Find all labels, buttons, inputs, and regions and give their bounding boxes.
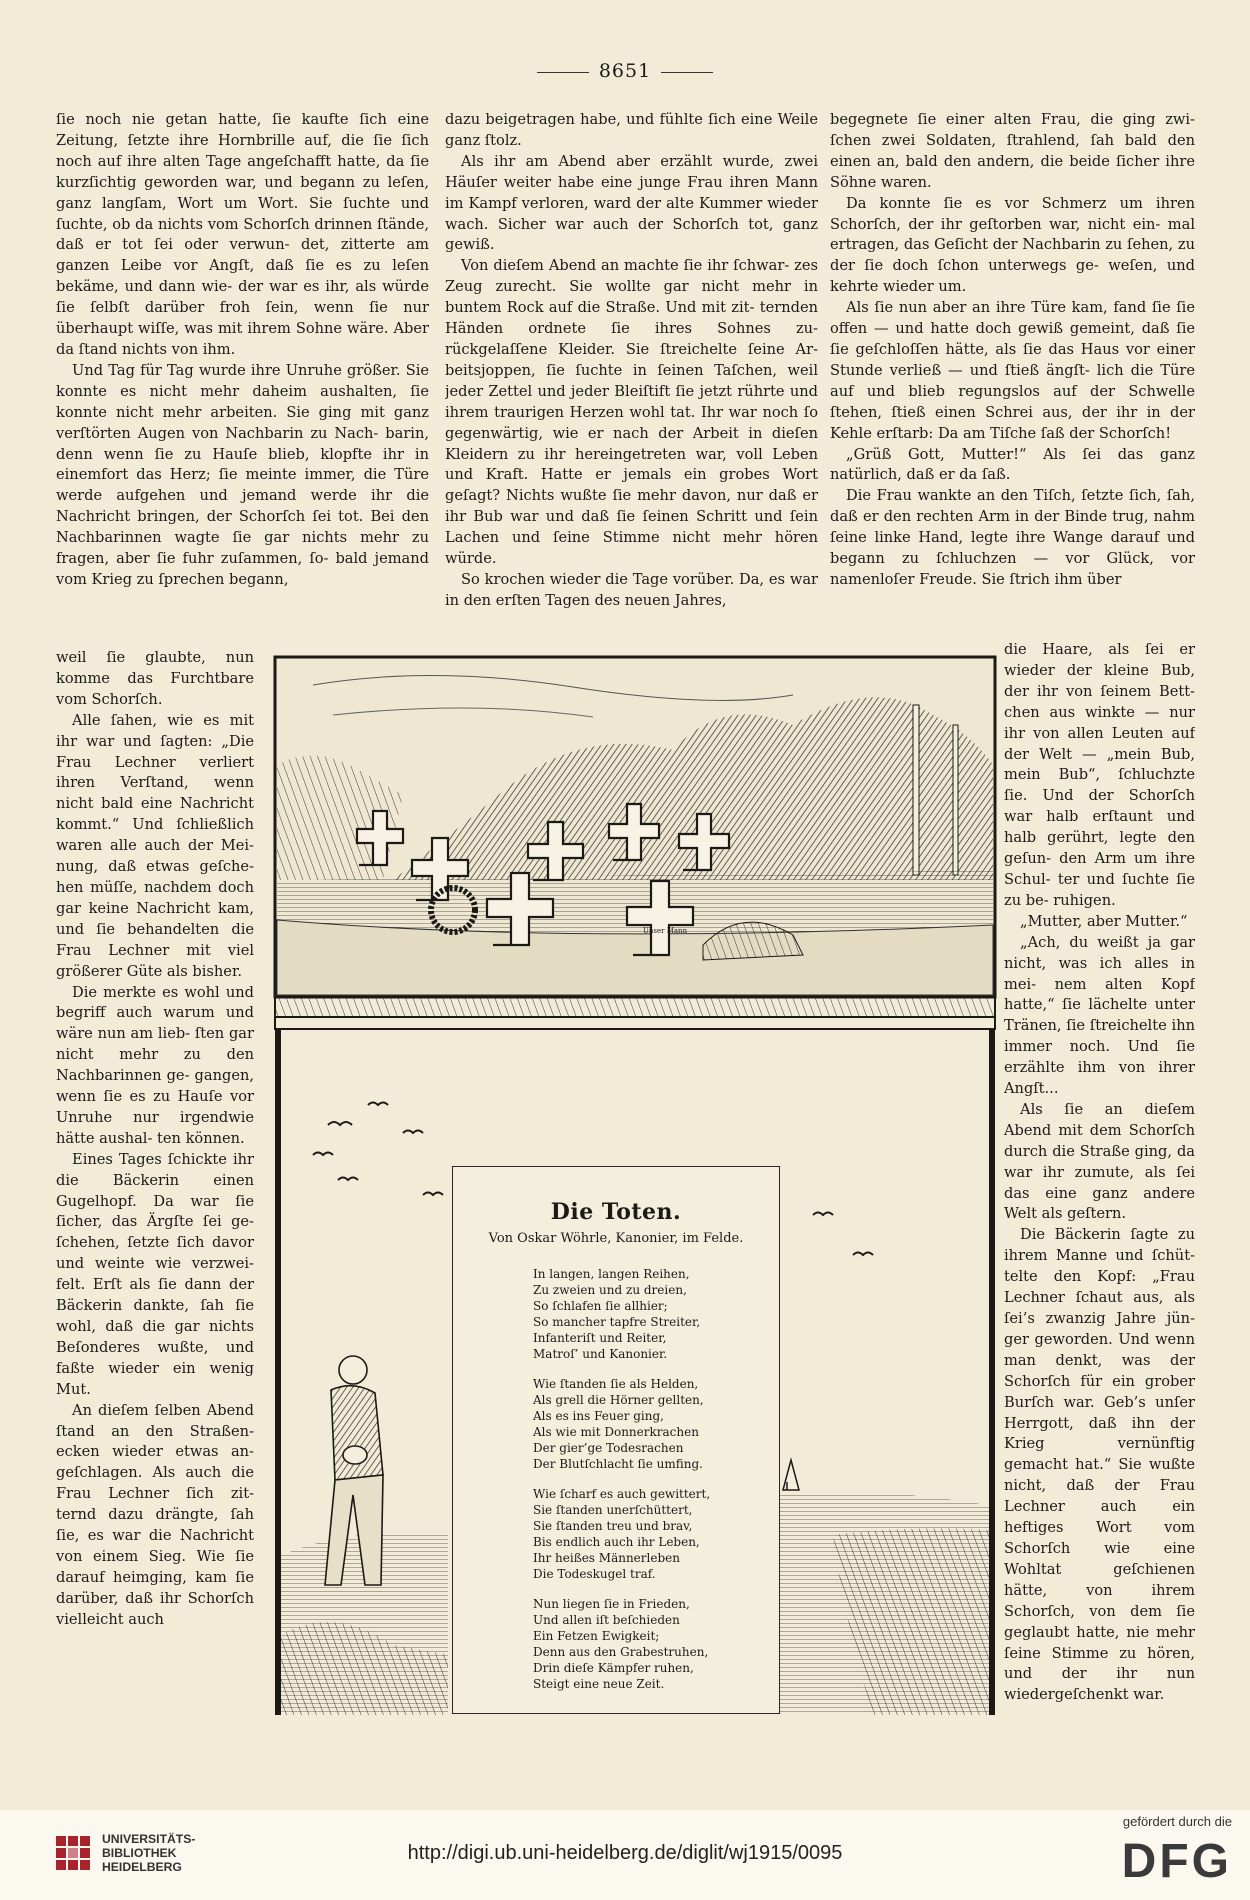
logo-line: HEIDELBERG [102,1860,182,1874]
ornament-right [661,72,713,73]
paragraph: Da konnte ſie es vor Schmerz um ihren Schorſch, der ihr geſtorben war, nicht ein- mal ertragen, das Geſicht der Nachbarin zu ſehen, zu der ſie doch ſchon unterwegs ge- weſen, und kehrte wieder um. [830,194,1195,296]
text-column-3-narrow [1004,640,1195,1710]
paragraph: Alle ſahen, wie es mit ihr war und ſagten: „Die Frau Lechner verliert ihren Verſtand, wenn nicht bald eine Nachricht kommt.“ Und ſchließlich waren alle auch der Mei- nung, daß etwas geſche- hen müſſe, nachdem doch gar keine Nachricht kam, und ſie behandelten die Frau Lechner mit viel größerer Güte als bisher. [56,711,254,980]
poem-line: Denn aus den Grabestruhen, [533,1645,709,1659]
poem-line: Wie ſcharf es auch gewittert, [533,1487,711,1501]
poem-line: In langen, langen Reihen, [533,1267,690,1281]
poem-line: Steigt eine neue Zeit. [533,1677,665,1691]
paragraph: begegnete ſie einer alten Frau, die ging zwi- ſchen zwei Soldaten, ſtrahlend, ſah bald den einen an, bald den andern, die beide ſicher ihre Söhne waren. [830,111,1195,191]
poem-line: Bis endlich auch ihr Leben, [533,1535,700,1549]
page-number [0,60,1250,82]
paragraph: Die Frau wankte an den Tiſch, ſetzte ſich, ſah, daß er den rechten Arm in der Binde trug, nahm ſeine linke Hand, legte ihre Wange darauf und begann zu ſchluchzen — vor Glück, vor namenloſer Freude. Sie ſtrich ihm über [830,487,1195,588]
poem-line: Ihr heißes Männerleben [533,1551,680,1565]
text-column-2 [445,110,818,655]
cross-inscription: Unser Mann [643,927,688,935]
birch-tree [913,705,919,875]
poem-line: Als wie mit Donnerkrachen [533,1425,699,1439]
poem-line: Als grell die Hörner gellten, [533,1393,704,1407]
paragraph: „Mutter, aber Mutter.“ [1020,912,1188,930]
paragraph: Die merkte es wohl und begriff auch warum und wäre nun am lieb- ſten gar nicht mehr zu den Nachbarinnen ge- gangen, wenn ſie es zu Hauſe vor Unruhe nur irgendwie hätte aushal- ten können. [56,983,254,1147]
paragraph: Als ſie nun aber an ihre Türe kam, fand ſie ſie offen — und hatte doch gewiß gemeint, daß ſie ſie geſchloſſen hätte, als ſie das Haus vor einer Stunde verließ — und ſtieß ängſt- lich die Türe auf und blieb regungslos auf der Schwelle ſtehen, ſtieß einen Schrei aus, der ihr in der Kehle erſtarb: Da am Tiſche ſaß der Schorſch! [830,299,1195,442]
stanza [533,1596,779,1692]
poem-line: Sie ſtanden unerſchüttert, [533,1503,693,1517]
text-column-1 [56,110,429,655]
poem-body [533,1266,779,1692]
poem-line: So ſchlafen ſie allhier; [533,1299,668,1313]
stanza [533,1486,779,1582]
poem-line: Sie ſtanden treu und brav, [533,1519,693,1533]
paragraph: Die Bäckerin ſagte zu ihrem Manne und ſchüt- telte den Kopf: „Frau Lechner ſchaut aus, als ſei’s zwanzig Jahre jün- ger geworden. Und wenn man denkt, was der Schorſch für ein grober Burſch war. Geb’s unſer Herrgott, daß ihn der Krieg vernünftig gemacht hat.“ Sie wußte nicht, daß der Frau Lechner auch ein heftiges Wort vom Schorſch wie eine Wohltat geſchienen hätte, von ihrem Schorſch, von dem ſie geglaubt hatte, nie mehr ſeine Stimme zu hören, und der ihr nun wiedergeſchenkt war. [1004,1226,1195,1704]
source-url-link[interactable]: http://digi.ub.uni-heidelberg.de/diglit/wj1915/0095 [407,1842,843,1864]
decorative-band [275,997,995,1017]
paragraph: Und Tag für Tag wurde ihre Unruhe größer. Sie konnte es nicht mehr daheim aushalten, ſie konnte nicht mehr arbeiten. Sie ging mit ganz verſtörten Augen von Nachbarin zu Nach- barin, denn wenn ſie zu Hauſe blieb, klopfte ihr in einemfort das Herz; ſie meinte immer, die Türe werde aufgehen und jemand werde ihr die Nachricht bringen, der Schorſch ſei tot. Bei den Nachbarinnen wagte ſie gar nichts mehr zu fragen, aber ſie fuhr zuſammen, ſo- bald jemand vom Krieg zu ſprechen begann, [56,361,429,588]
poem-line: Matroſ’ und Kanonier. [533,1347,668,1361]
paragraph: weil ſie glaubte, nun komme das Furchtbare vom Schorſch. [56,649,254,708]
poem-line: Zu zweien und zu dreien, [533,1283,687,1297]
poem-box [452,1166,780,1714]
paragraph: Eines Tages ſchickte ihr die Bäckerin einen Gugelhopf. Da war ſie ſicher, das Ärgſte ſei ge- ſchehen, ſetzte ſich davor und weinte wie verzwei- felt. Erſt als ſie dann der Bäckerin dankte, ſah ſie wohl, daß die gar nichts Beſonderes wußte, und faßte wieder ein wenig Mut. [56,1150,254,1398]
poem-line: Und allen iſt beſchieden [533,1613,680,1627]
paragraph: dazu beigetragen habe, und fühlte ſich eine Weile ganz ſtolz. [445,111,818,149]
poem-line: Ein Fetzen Ewigkeit; [533,1629,660,1643]
funded-by-label: gefördert durch die [1122,1814,1232,1829]
paragraph: Von dieſem Abend an machte ſie ihr ſchwar- zes Zeug zurecht. Sie wollte gar nicht mehr in buntem Rock auf die Straße. Und mit zit- ternden Händen ordnete ſie ihres Sohnes zu- rückgelaſſene Kleider. Sie ſtreichelte ſeine Ar- beitsjoppen, ſie ſuchte in ſeinen Taſchen, weil jeder Zettel und jeder Bleiſtift ſie jetzt rührte und ihrem traurigen Herzen wohl tat. Ihr war noch ſo gegenwärtig, wie er nach der Arbeit in dieſen Kleidern zu ihr hereingetreten war, voll Leben und Kraft. Hatte er jemals ein grobes Wort geſagt? Nichts wußte ſie mehr davon, nur daß er ihr Bub war und daß ſie ſeinen Schritt und ſein Lachen und ſeine Stimme nicht mehr hören würde. [445,257,818,568]
church-tower [783,1460,799,1490]
poem-title: Die Toten. [550,1199,682,1225]
logo-line: UNIVERSITÄTS- [102,1832,196,1846]
poem-line: Infanteriſt und Reiter, [533,1331,667,1345]
stanza [533,1376,779,1472]
paragraph: „Ach, du weißt ja gar nicht, was ich alles in mei- nem alten Kopf hatte,“ ſie lächelte unter Tränen, ſie ſtreichelte ihn immer noch. Und ſie erzählte ihm von ihrer Angſt... [1004,933,1195,1098]
paragraph: Als ſie an dieſem Abend mit dem Schorſch durch die Straße ging, da war ihr zumute, als ſei das eine ganz andere Welt als geſtern. [1004,1100,1195,1223]
poem-line: Drin dieſe Kämpfer ruhen, [533,1661,694,1675]
dfg-logo[interactable]: DFG [1121,1835,1232,1888]
logo-line: BIBLIOTHEK [102,1846,177,1860]
poem-line: Der gier’ge Todesrachen [533,1441,684,1455]
poem-line: So mancher tapfre Streiter, [533,1315,701,1329]
paragraph: „Grüß Gott, Mutter!“ Als ſei das ganz natürlich, daß er da ſaß. [830,445,1195,484]
ornament-left [537,72,589,73]
poem-line: Der Blutſchlacht ſie umfing. [533,1457,703,1471]
page-number-text: 8651 [598,60,652,82]
poem-line: Nun liegen ſie in Frieden, [533,1597,690,1611]
paragraph: die Haare, als ſei er wieder der kleine Bub, der ihr von ſeinem Bett- chen aus winkte — nur ihr von allen Leuten auf der Welt — „mein Bub, mein Bub“, ſchluchzte ſie. Und der Schorſch war halb erſtaunt und halb gerührt, legte den geſun- den Arm um ihre Schul- ter und ſuchte ſie zu be- ruhigen. [1004,641,1195,909]
text-column-1-narrow [56,648,254,1728]
paragraph: ſie noch nie getan hatte, ſie kaufte ſich eine Zeitung, ſetzte ihre Hornbrille auf, die ſie ſich noch auf ihre alten Tage angeſchafft hatte, da ſie kurzſichtig geworden war, und begann zu leſen, ganz langſam, Wort um Wort. Sie ſuchte und ſuchte, ob da nichts vom Schorſch drinnen ſtände, daß er tot ſei oder verwun- det, zitterte am ganzen Leibe vor Angſt, daß ſie es zu leſen bekäme, und dann wie- der war es ihr, als würde ſie ſelbſt darüber froh ſein, wenn ſie nur überhaupt wiſſe, was mit ihrem Sohne wäre. Aber da ſtand nichts von ihm. [56,111,429,358]
paragraph: An dieſem ſelben Abend ſtand an den Straßen- ecken wieder etwas an- geſchlagen. Als auch die Frau Lechner ſich zit- ternd dazu drängte, ſah ſie, es war die Nachricht von einem Sieg. Wie ſie darauf heimging, kam ſie darüber, daß ihr Schorſch vielleicht auch [56,1401,254,1628]
paragraph: So krochen wieder die Tage vorüber. Da, es war in den erſten Tagen des neuen Jahres, [445,570,818,609]
birch-tree [953,725,958,875]
poem-line: Die Todeskugel traf. [533,1567,656,1581]
stanza [533,1266,779,1362]
text-column-3 [830,110,1195,635]
poem-line: Wie ſtanden ſie als Helden, [533,1377,699,1391]
poem-author: Von Oskar Wöhrle, Kanonier, im Felde. [488,1231,744,1246]
poem-line: Als es ins Feuer ging, [533,1409,664,1423]
paragraph: Als ihr am Abend aber erzählt wurde, zwei Häuſer weiter habe eine junge Frau ihren Mann im Kampf verloren, ward der alte Kummer wieder wach. Sicher war auch der Schorſch tot, ganz gewiß. [445,152,818,254]
